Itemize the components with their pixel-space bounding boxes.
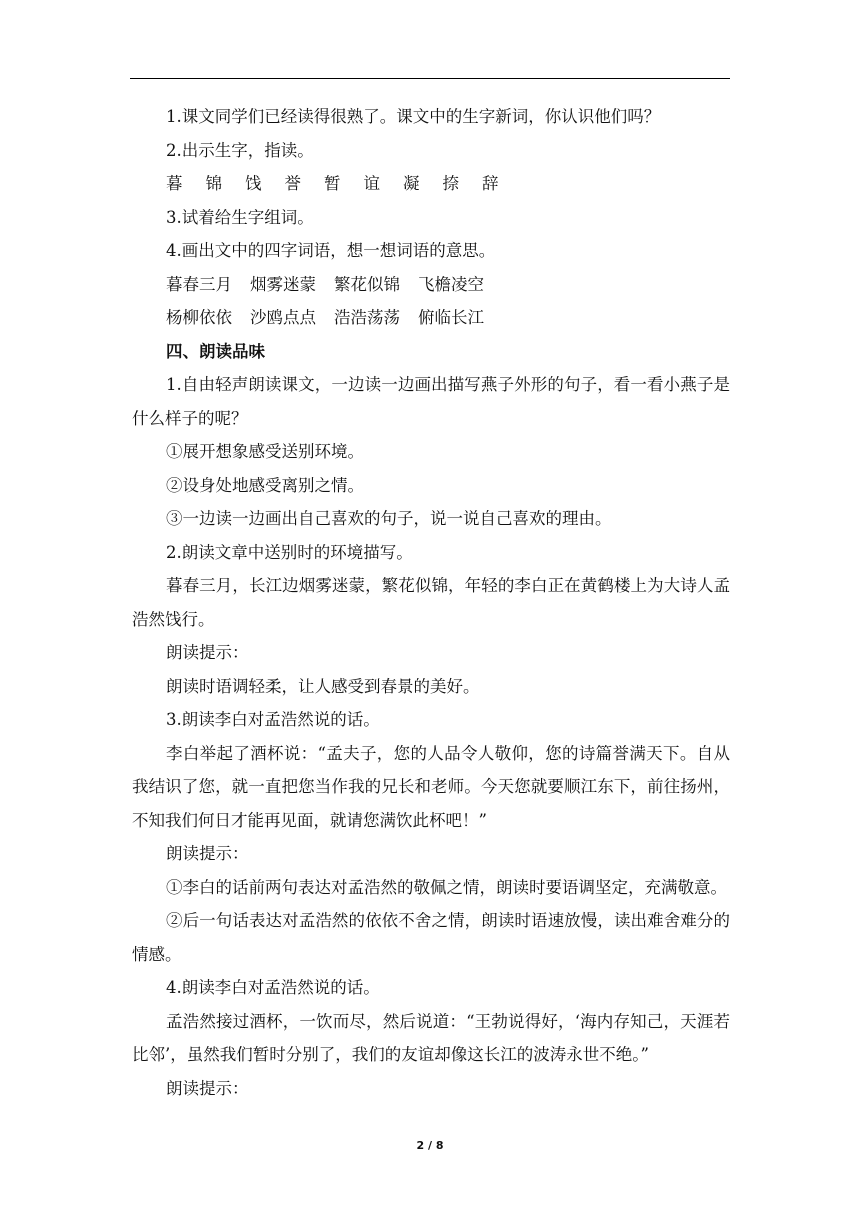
quote-paragraph: 暮春三月，长江边烟雾迷蒙，繁花似锦，年轻的李白正在黄鹤楼上为大诗人孟浩然饯行。: [132, 576, 730, 629]
page-number: 2 / 8: [416, 1139, 444, 1152]
character: 暮: [166, 174, 183, 193]
word: 杨柳依依: [166, 308, 232, 327]
paragraph: ③一边读一边画出自己喜欢的句子，说一说自己喜欢的理由。: [166, 509, 612, 528]
page-body: [132, 100, 730, 1105]
paragraph: 4.朗读李白对孟浩然说的话。: [166, 978, 380, 997]
header-rule: [130, 78, 730, 79]
tip-label: 朗读提示：: [166, 643, 249, 662]
character: 辞: [482, 174, 499, 193]
word: 飞檐凌空: [418, 274, 484, 294]
character: 捺: [442, 174, 459, 193]
character: 誉: [284, 174, 301, 193]
section-heading: 四、朗读品味: [166, 341, 265, 361]
character: 饯: [245, 174, 262, 193]
paragraph: ①展开想象感受送别环境。: [166, 442, 364, 461]
tip-label: 朗读提示：: [166, 844, 249, 863]
word: 暮春三月: [166, 274, 232, 294]
paragraph: 3.朗读李白对孟浩然说的话。: [166, 710, 380, 729]
paragraph: 1.课文同学们已经读得很熟了。课文中的生字新词，你认识他们吗？: [166, 107, 661, 126]
word-list: [132, 268, 730, 302]
word-list: [132, 301, 730, 335]
paragraph: ①李白的话前两句表达对孟浩然的敬佩之情，朗读时要语调坚定，充满敬意。: [166, 877, 727, 897]
character-list: [132, 167, 730, 201]
paragraph: ②设身处地感受离别之情。: [166, 475, 364, 495]
paragraph: ②后一句话表达对孟浩然的依依不舍之情，朗读时语速放慢，读出难舍难分的情感。: [132, 911, 730, 964]
quote-paragraph: 李白举起了酒杯说：“孟夫子，您的人品令人敬仰，您的诗篇誉满天下。自从我结识了您，就一直把您当作我的兄长和老师。今天您就要顺江东下，前往扬州，不知我们何日才能再见面，就请您满饮此杯吧！”: [132, 743, 730, 830]
character: 谊: [363, 174, 380, 193]
paragraph: 4.画出文中的四字词语，想一想词语的意思。: [166, 241, 496, 260]
paragraph: 3.试着给生字组词。: [166, 207, 314, 227]
word: 烟雾迷蒙: [250, 274, 316, 294]
paragraph: 1.自由轻声朗读课文，一边读一边画出描写燕子外形的句子，看一看小燕子是什么样子的呢？: [132, 375, 730, 428]
word: 繁花似锦: [334, 274, 400, 294]
tip-label: 朗读提示：: [166, 1078, 249, 1098]
word: 浩浩荡荡: [334, 308, 400, 327]
paragraph: 朗读时语调轻柔，让人感受到春景的美好。: [166, 676, 480, 696]
character: 凝: [403, 174, 420, 193]
paragraph: 2.出示生字，指读。: [166, 140, 314, 160]
character: 暂: [324, 174, 341, 193]
word: 沙鸥点点: [250, 308, 316, 327]
paragraph: 2.朗读文章中送别时的环境描写。: [166, 542, 413, 562]
quote-paragraph: 孟浩然接过酒杯，一饮而尽，然后说道：“王勃说得好，‘海内存知己，天涯若比邻’，虽然我们暂时分别了，我们的友谊却像这长江的波涛永世不绝。”: [132, 1011, 730, 1064]
word: 俯临长江: [418, 308, 484, 327]
character: 锦: [205, 174, 222, 193]
